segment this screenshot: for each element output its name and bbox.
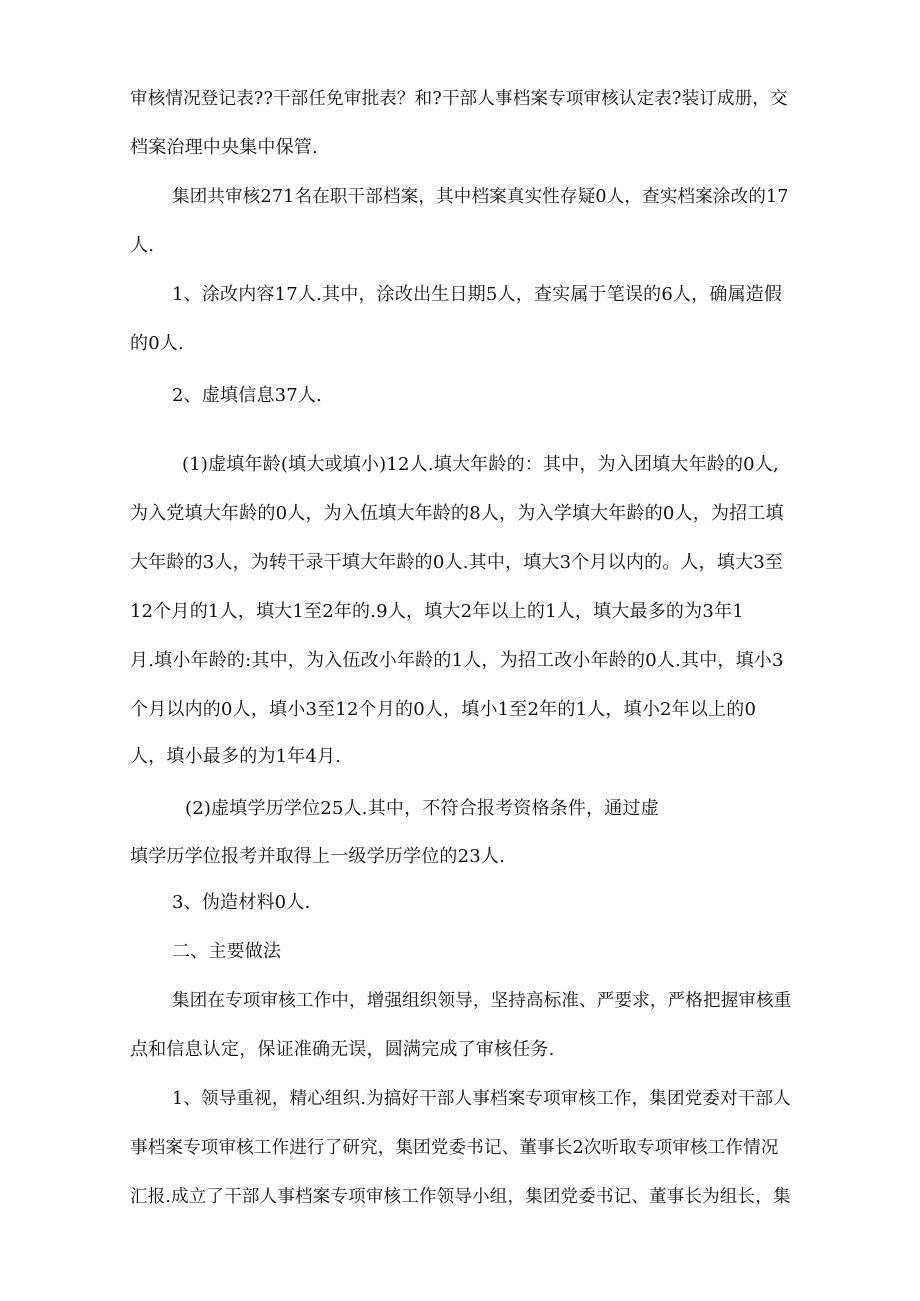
text-line: 人. xyxy=(130,235,155,256)
text-line: 2、虚填信息37人. xyxy=(172,385,323,406)
text-line: 汇报.成立了干部人事档案专项审核工作领导小组，集团党委书记、董事长为组长，集 xyxy=(130,1187,791,1207)
text-line: 档案治理中央集中保管. xyxy=(130,137,318,158)
text-line: 为入党填大年龄的0人，为入伍填大年龄的8人，为入学填大年龄的0人，为招工填 xyxy=(130,503,784,524)
text-line: 填学历学位报考并取得上一级学历学位的23人. xyxy=(130,846,506,867)
text-line: 集团在专项审核工作中，增强组织领导，坚持高标准、严要求，严格把握审核重 xyxy=(172,991,792,1011)
text-line: 审核情况登记表??干部任免审批表？和?干部人事档案专项审核认定表?装订成册，交 xyxy=(130,89,788,109)
text-line: 月.填小年龄的:其中，为入伍改小年龄的1人，为招工改小年龄的0人.其中，填小3 xyxy=(130,650,784,671)
text-line: 大年龄的3人，为转干录干填大年龄的0人.其中，填大3个月以内的。人，填大3至 xyxy=(130,552,784,573)
text-line: 集团共审核271名在职干部档案，其中档案真实性存疑0人，查实档案涂改的17 xyxy=(172,187,789,207)
text-line: 3、伪造材料0人. xyxy=(172,892,311,913)
text-line: 事档案专项审核工作进行了研究，集团党委书记、董事长2次听取专项审核工作情况 xyxy=(130,1138,779,1158)
text-line: 个月以内的0人，填小3至12个月的0人，填小1至2年的1人，填小2年以上的0 xyxy=(130,699,757,720)
text-line: (1)虚填年龄(填大或填小)12人.填大年龄的：其中，为入团填大年龄的0人, xyxy=(182,454,779,475)
text-line: 12个月的1人，填大1至2年的.9人，填大2年以上的1人，填大最多的为3年1 xyxy=(130,601,744,622)
text-line: (2)虚填学历学位25人.其中，不符合报考资格条件，通过虚 xyxy=(185,798,659,819)
text-line: 的0人. xyxy=(130,333,184,354)
section-heading: 二、主要做法 xyxy=(172,941,282,962)
text-line: 点和信息认定，保证准确无误，圆满完成了审核任务. xyxy=(130,1039,555,1060)
text-line: 1、涂改内容17人.其中，涂改出生日期5人，查实属于笔误的6人，确属造假 xyxy=(172,284,783,305)
text-line: 1、领导重视，精心组织.为搞好干部人事档案专项审核工作，集团党委对干部人 xyxy=(172,1089,791,1109)
text-line: 人，填小最多的为1年4月. xyxy=(130,746,342,767)
